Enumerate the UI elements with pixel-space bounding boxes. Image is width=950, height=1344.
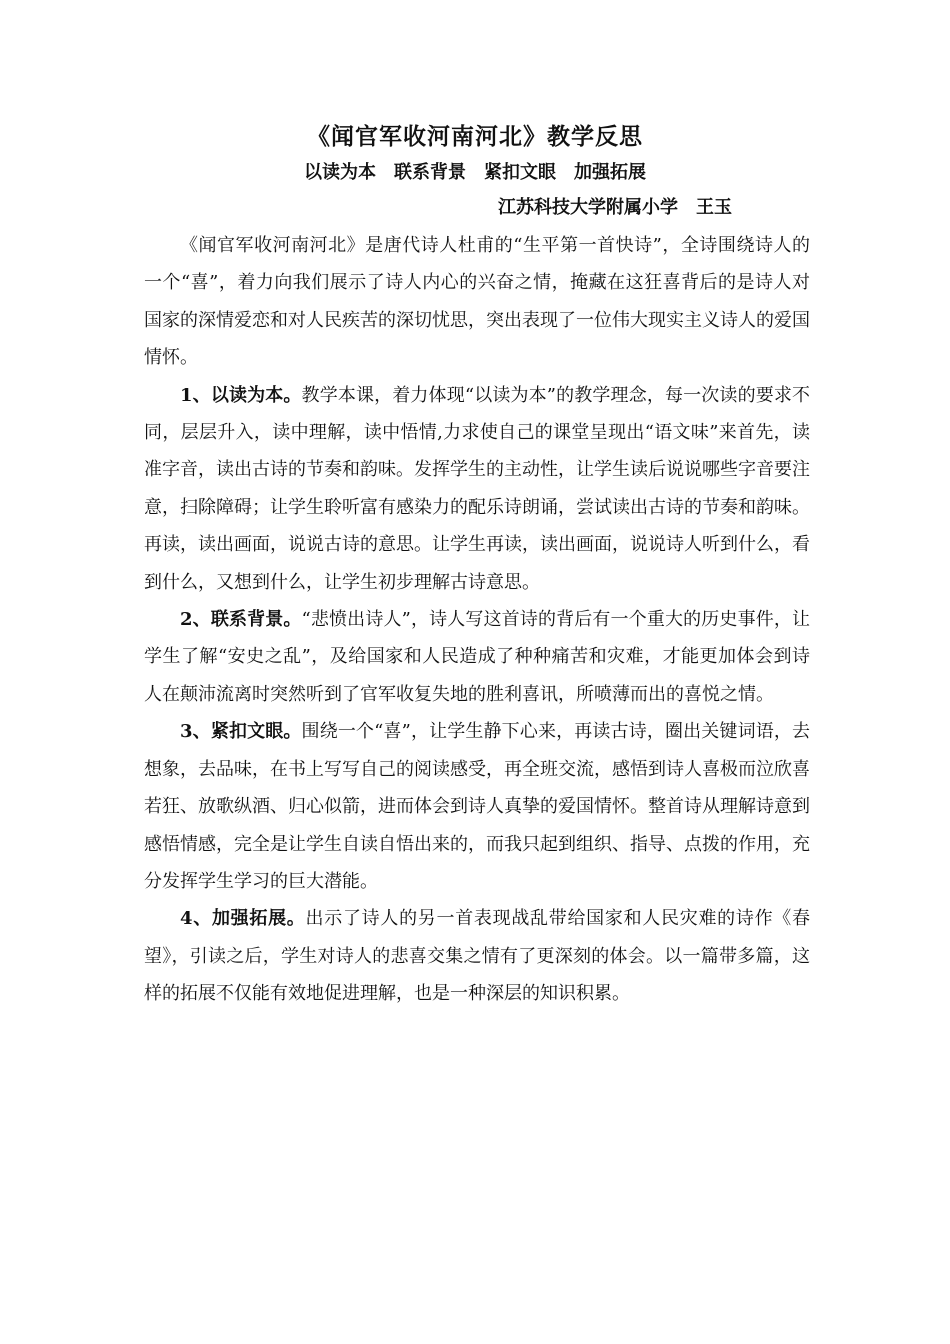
section-heading-1: 1、以读为本。 xyxy=(180,384,302,406)
section-heading-2: 2、联系背景。 xyxy=(180,609,302,631)
section-text-4: 出示了诗人的另一首表现战乱带给国家和人民灾难的诗作《春望》，引读之后，学生对诗人的悲喜交集之情有了更深刻的体会。以一篇带多篇，这样的拓展不仅能有效地促进理解，也是一种深层的知识积累。 xyxy=(144,908,811,1005)
document-subtitle: 以读为本 联系背景 紧扣文眼 加强拓展 xyxy=(304,162,646,183)
section-paragraph-2 xyxy=(144,601,810,713)
section-text-1: 教学本课，着力体现“以读为本”的教学理念，每一次读的要求不同，层层升入，读中理解，读中悟情,力求使自己的课堂呈现出“语文味”来首先，读准字音，读出古诗的节奏和韵味。发挥学生的主动性，让学生读后说说哪些字音要注意，扫除障碍；让学生聆听富有感染力的配乐诗朗诵，尝试读出古诗的节奏和韵味。再读，读出画面，说说古诗的意思。让学生再读，读出画面，说说诗人听到什么，看到什么，又想到什么，让学生初步理解古诗意思。 xyxy=(144,384,810,593)
intro-paragraph: 《闻官军收河南河北》是唐代诗人杜甫的“生平第一首快诗”，全诗围绕诗人的一个“喜”，着力向我们展示了诗人内心的兴奋之情，掩藏在这狂喜背后的是诗人对国家的深情爱恋和对人民疾苦的深切忧思，突出表现了一位伟大现实主义诗人的爱国情怀。 xyxy=(144,235,810,369)
section-paragraph-3 xyxy=(144,713,810,900)
section-heading-4: 4、加强拓展。 xyxy=(180,908,306,930)
section-paragraph-4 xyxy=(144,900,810,1012)
section-paragraph-1 xyxy=(144,377,810,601)
section-heading-3: 3、紧扣文眼。 xyxy=(180,721,302,743)
document-body xyxy=(144,227,810,1013)
section-text-3: 围绕一个“喜”，让学生静下心来，再读古诗，圈出关键词语，去想象，去品味，在书上写写自己的阅读感受，再全班交流，感悟到诗人喜极而泣欣喜若狂、放歌纵酒、归心似箭，进而体会到诗人真挚的爱国情怀。整首诗从理解诗意到感悟情感，完全是让学生自读自悟出来的，而我只起到组织、指导、点拨的作用，充分发挥学生学习的巨大潜能。 xyxy=(144,721,810,892)
document-title: 《闻官军收河南河北》教学反思 xyxy=(307,123,643,150)
section-text-2: “悲愤出诗人”，诗人写这首诗的背后有一个重大的历史事件，让学生了解“安史之乱”，及给国家和人民造成了种种痛苦和灾难，才能更加体会到诗人在颠沛流离时突然听到了官军收复失地的胜利喜讯，所喷薄而出的喜悦之情。 xyxy=(144,609,810,705)
author-line: 江苏科技大学附属小学 王玉 xyxy=(498,197,732,218)
